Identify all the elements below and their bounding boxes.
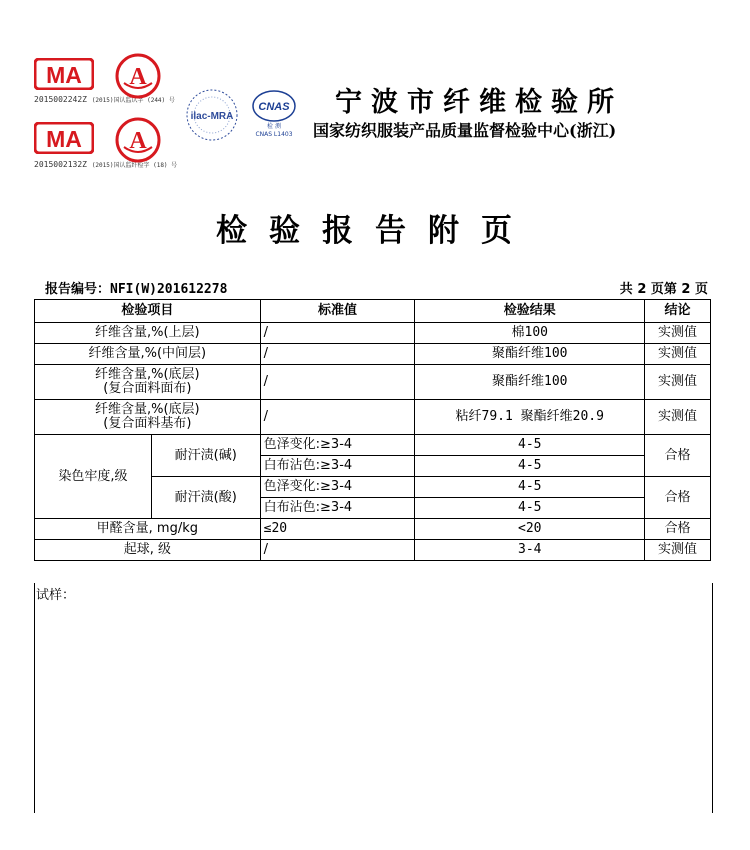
row-result: 4-5	[415, 477, 645, 498]
row-standard: 白布沾色:≥3-4	[260, 456, 415, 477]
row-conclusion: 实测值	[645, 400, 711, 435]
cert-note: (2015)国认监纤检字 (18) 号	[91, 162, 178, 169]
row-item	[35, 400, 261, 435]
svg-text:ilac-MRA: ilac-MRA	[190, 111, 234, 122]
row-result: 3-4	[415, 540, 645, 561]
svg-text:A: A	[129, 128, 147, 154]
table-row	[35, 344, 711, 365]
row-item-line: 纤维含量,%(底层)	[95, 367, 200, 382]
row-standard: 色泽变化:≥3-4	[260, 435, 415, 456]
row-item-line: 纤维含量,%(底层)	[95, 402, 200, 417]
row-conclusion: 实测值	[645, 540, 711, 561]
row-result: 4-5	[415, 456, 645, 477]
cma-logo-2	[34, 122, 94, 154]
cal-logo-2	[115, 117, 161, 163]
row-item-line: (复合面料面布)	[103, 381, 192, 396]
cma-logo-1	[34, 58, 94, 90]
row-standard: ≤20	[260, 519, 415, 540]
row-result: 聚酯纤维100	[415, 344, 645, 365]
row-conclusion: 合格	[645, 435, 711, 477]
cert-number: 2015002242Z	[34, 95, 87, 104]
report-number-label: 报告编号：	[45, 282, 111, 297]
ma-icon	[34, 122, 94, 154]
perspiration-alkali-label: 耐汗渍(碱)	[151, 435, 260, 477]
header-standard: 标准值	[260, 300, 415, 323]
sample-label: 试样：	[36, 588, 76, 603]
organization-name: 宁波市纤维检验所	[335, 87, 623, 118]
table-row	[35, 365, 711, 400]
row-standard: /	[260, 540, 415, 561]
ma-icon	[34, 58, 94, 90]
ilac-mra-logo	[183, 88, 241, 142]
svg-text:CNAS L1403: CNAS L1403	[255, 131, 293, 138]
svg-text:CNAS: CNAS	[258, 101, 290, 113]
table-header-row	[35, 300, 711, 323]
inspection-table	[34, 299, 711, 561]
svg-text:检 测: 检 测	[267, 123, 281, 130]
row-result: 棉100	[415, 323, 645, 344]
row-conclusion: 实测值	[645, 344, 711, 365]
row-item-line: (复合面料基布)	[103, 416, 192, 431]
table-row	[35, 519, 711, 540]
row-result: 聚酯纤维100	[415, 365, 645, 400]
svg-text:MA: MA	[46, 126, 82, 152]
svg-text:MA: MA	[46, 62, 82, 88]
row-conclusion: 实测值	[645, 323, 711, 344]
row-standard: /	[260, 344, 415, 365]
perspiration-acid-label: 耐汗渍(酸)	[151, 477, 260, 519]
row-standard: /	[260, 365, 415, 400]
cal-icon	[115, 117, 161, 163]
page-info: 共 2 页第 2 页	[619, 282, 708, 297]
row-item: 纤维含量,%(中间层)	[35, 344, 261, 365]
row-item: 甲醛含量, mg/kg	[35, 519, 261, 540]
row-standard: /	[260, 323, 415, 344]
cert-number: 2015002132Z	[34, 160, 87, 169]
row-conclusion: 实测值	[645, 365, 711, 400]
row-conclusion: 合格	[645, 477, 711, 519]
row-item: 起球, 级	[35, 540, 261, 561]
row-item: 纤维含量,%(上层)	[35, 323, 261, 344]
table-row	[35, 540, 711, 561]
table-row	[35, 323, 711, 344]
table-row	[35, 435, 711, 456]
row-result: <20	[415, 519, 645, 540]
table-row	[35, 400, 711, 435]
report-number-value: NFI(W)201612278	[110, 282, 228, 297]
cert-note: (2015)国认监认字 (244) 号	[91, 97, 175, 104]
row-result: 4-5	[415, 498, 645, 519]
document-title: 检验报告附页	[216, 213, 534, 249]
cnas-logo	[250, 88, 298, 138]
svg-text:A: A	[129, 64, 147, 90]
report-number	[45, 278, 227, 297]
colorfastness-label: 染色牢度,级	[35, 435, 152, 519]
row-conclusion: 合格	[645, 519, 711, 540]
row-standard: /	[260, 400, 415, 435]
header-conclusion: 结论	[645, 300, 711, 323]
row-item	[35, 365, 261, 400]
cal-icon	[115, 53, 161, 99]
row-standard: 白布沾色:≥3-4	[260, 498, 415, 519]
organization-subtitle: 国家纺织服装产品质量监督检验中心(浙江)	[313, 121, 617, 140]
row-result: 4-5	[415, 435, 645, 456]
ilac-icon	[183, 88, 241, 142]
cnas-icon	[250, 88, 298, 138]
row-standard: 色泽变化:≥3-4	[260, 477, 415, 498]
header-result: 检验结果	[415, 300, 645, 323]
row-result: 粘纤79.1 聚酯纤维20.9	[415, 400, 645, 435]
sample-area	[34, 583, 713, 813]
header-item: 检验项目	[35, 300, 261, 323]
cal-logo-1	[115, 53, 161, 99]
